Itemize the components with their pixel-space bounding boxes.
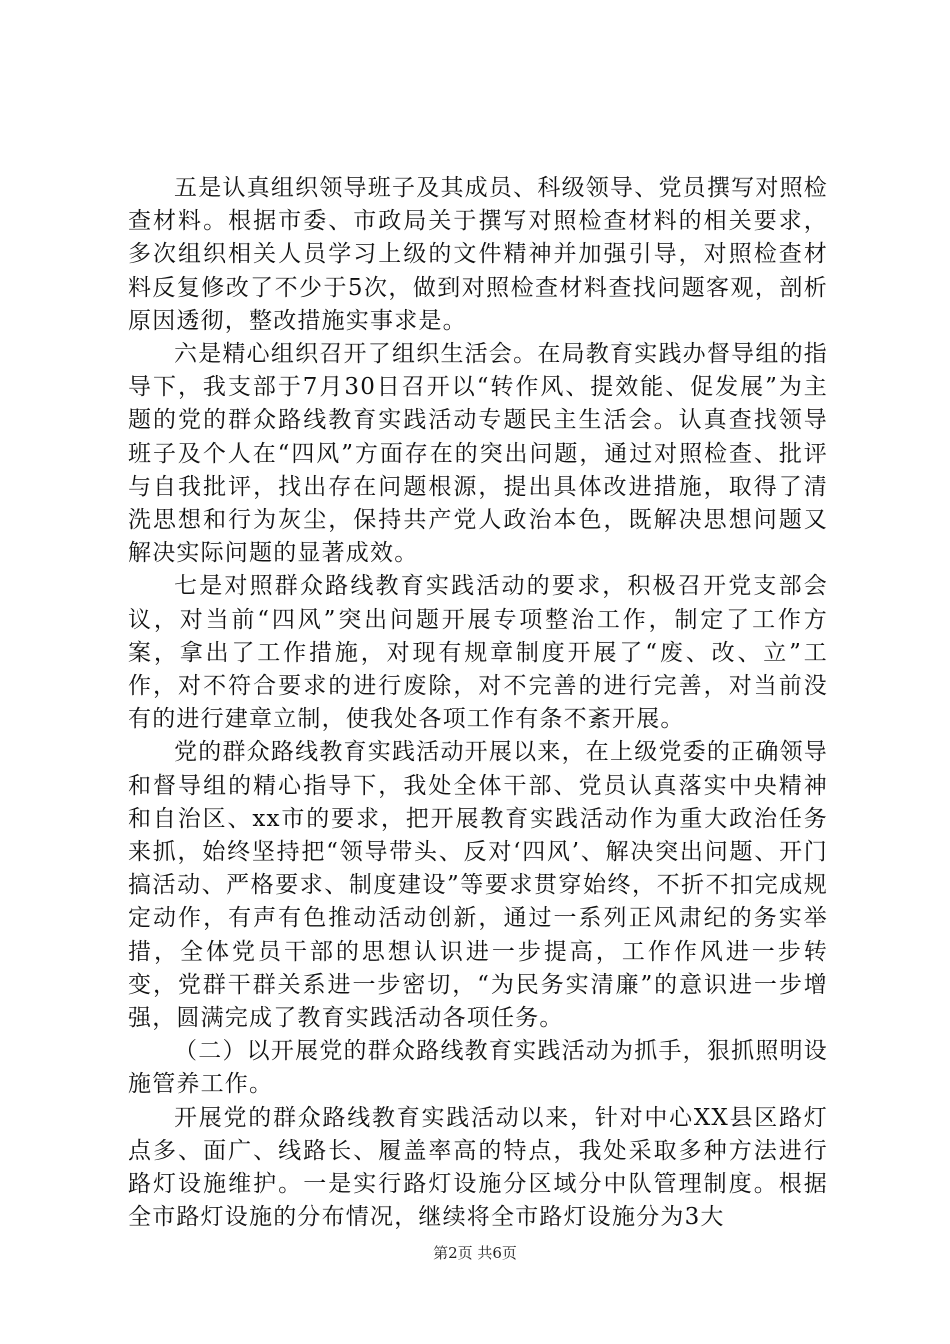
paragraph-six-life-meeting: 六是精心组织召开了组织生活会。在局教育实践办督导组的指导下，我支部于7月30日召开以“转作风、提效能、促发展”为主题的党的群众路线教育实践活动专题民主生活会。认真查找领导班子及个人在“四风”方面存在的突出问题，通过对照检查、批评与自我批评，找出存在问题根源，提出具体改进措施，取得了清洗思想和行为灰尘，保持共产党人政治本色，既解决思想问题又解决实际问题的显著成效。 [128, 341, 828, 567]
paragraph-five-materials: 五是认真组织领导班子及其成员、科级领导、党员撰写对照检查材料。根据市委、市政局关于撰写对照检查材料的相关要求，多次组织相关人员学习上级的文件精神并加强引导，对照检查材料反复修改了不少于5次，做到对照检查材料查找问题客观，剖析原因透彻，整改措施实事求是。 [128, 175, 828, 334]
document-body [128, 172, 828, 1235]
page-footer: 第2页 共6页 [433, 1244, 517, 1262]
paragraph-lighting-maintenance: 开展党的群众路线教育实践活动以来，针对中心XX县区路灯点多、面广、线路长、履盖率高的特点，我处采取多种方法进行路灯设施维护。一是实行路灯设施分区域分中队管理制度。根据全市路灯设施的分布情况，继续将全市路灯设施分为3大 [128, 1104, 828, 1231]
paragraph-seven-rectification: 七是对照群众路线教育实践活动的要求，积极召开党支部会议，对当前“四风”突出问题开展专项整治工作，制定了工作方案，拿出了工作措施，对现有规章制度开展了“废、改、立”工作，对不符合要求的进行废除，对不完善的进行完善，对当前没有的进行建章立制，使我处各项工作有条不紊开展。 [128, 573, 828, 733]
section-heading-two: （二）以开展党的群众路线教育实践活动为抓手，狠抓照明设施管养工作。 [128, 1038, 828, 1098]
paragraph-summary: 党的群众路线教育实践活动开展以来，在上级党委的正确领导和督导组的精心指导下，我处全体干部、党员认真落实中央精神和自治区、xx市的要求，把开展教育实践活动作为重大政治任务来抓，始终坚持把“领导带头、反对‘四风’、解决突出问题、开门搞活动、严格要求、制度建设”等要求贯穿始终，不折不扣完成规定动作，有声有色推动活动创新，通过一系列正风肃纪的务实举措，全体党员干部的思想认识进一步提高，工作作风进一步转变，党群干群关系进一步密切，“为民务实清廉”的意识进一步增强，圆满完成了教育实践活动各项任务。 [128, 739, 828, 1032]
